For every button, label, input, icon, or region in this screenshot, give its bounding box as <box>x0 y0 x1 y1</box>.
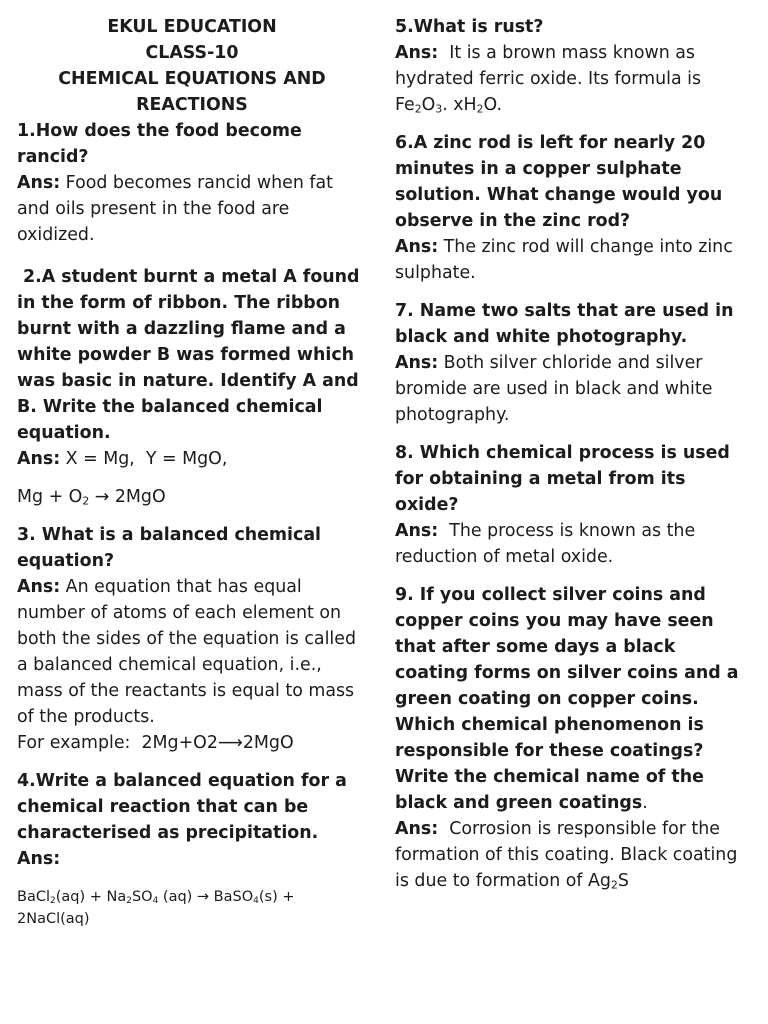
header-subject: CHEMICAL EQUATIONS AND REACTIONS <box>58 69 326 115</box>
qa-item-6 <box>395 130 745 286</box>
qa-item-9: 9. If you collect silver coins and copper coins you may have seen that after some days a black coating forms on silver coins and a green coating on copper coins. Which chemical phenomenon is responsible for these coatings? Write the chemical name of the black and green coatings. Ans: Corrosion is responsible for the formation of this coating. Black coating is due to formation of $Ag_2S$ <box>395 585 739 892</box>
equation: BaCl$_2$(aq) + $Na_2SO_4$ (aq) → BaSO$_4$(s) + 2NaCl(aq) <box>17 889 295 927</box>
question-text: 7. Name two salts that are used in black and white photography. <box>395 301 734 347</box>
answer-label: Ans: <box>395 521 439 541</box>
question-text: 9. If you collect silver coins and copper coins you may have seen that after some days a black coating forms on silver coins and a green coating on copper coins. Which chemical phenomenon is responsible for these coatings? Write the chemical name of the black and green coatings <box>395 585 739 813</box>
answer-text: Corrosion is responsible for the formation of this coating. Black coating is due to formation of Ag <box>395 819 738 891</box>
right-column <box>395 14 745 906</box>
qa-item-7 <box>395 298 745 428</box>
answer-text: Both silver chloride and silver bromide are used in black and white photography. <box>395 353 713 425</box>
answer-label: Ans: <box>395 43 439 63</box>
question-text: 2.A student burnt a metal A found in the form of ribbon. The ribbon burnt with a dazzling flame and a white powder B was formed which was basic in nature. Identify A and B. Write the balanced chemical equation. <box>17 267 360 443</box>
qa-item-2 <box>17 264 367 510</box>
answer-text: The process is known as the reduction of metal oxide. <box>395 521 696 567</box>
answer-text: Food becomes rancid when fat and oils present in the food are oxidized. <box>17 173 333 245</box>
answer-label: Ans: <box>395 237 439 257</box>
question-text: 8. Which chemical process is used for obtaining a metal from its oxide? <box>395 443 730 515</box>
answer-text: It is a brown mass known as hydrated ferric oxide. Its formula is Fe <box>395 43 702 115</box>
header-org: EKUL EDUCATION <box>107 17 277 37</box>
question-text: 1.How does the food become rancid? <box>17 121 302 167</box>
answer-label: Ans: <box>395 353 439 373</box>
question-text: 6.A zinc rod is left for nearly 20 minutes in a copper sulphate solution. What change would you observe in the zinc rod? <box>395 133 723 231</box>
answer-label: Ans: <box>17 173 61 193</box>
qa-item-1 <box>17 118 367 248</box>
answer-label: Ans: <box>17 577 61 597</box>
qa-item-5: 5.What is rust? Ans: It is a brown mass known as hydrated ferric oxide. Its formula is $Fe_2O_3$. $xH_2O$. <box>395 17 702 116</box>
answer-text: X = Mg, Y = MgO, <box>60 449 228 469</box>
question-text: 4.Write a balanced equation for a chemical reaction that can be characterised as precipitation. <box>17 771 347 843</box>
qa-item-4 <box>17 768 367 930</box>
example-text: For example: 2Mg+O2⟶2MgO <box>17 733 294 753</box>
header-class: CLASS-10 <box>145 43 239 63</box>
qa-item-3 <box>17 522 367 756</box>
answer-text: An equation that has equal number of atoms of each element on both the sides of the equation is called a balanced chemical equation, i.e., mass of the reactants is equal to mass of the products. <box>17 577 356 727</box>
answer-label: Ans: <box>395 819 439 839</box>
answer-label: Ans: <box>17 849 61 869</box>
answer-label: Ans: <box>17 449 61 469</box>
question-text: 5.What is rust? <box>395 17 544 37</box>
qa-item-8 <box>395 440 745 570</box>
left-column <box>17 14 367 942</box>
answer-text: The zinc rod will change into zinc sulphate. <box>395 237 733 283</box>
question-text: 3. What is a balanced chemical equation? <box>17 525 322 571</box>
document-header <box>17 14 367 118</box>
equation: $Mg + O_2 \to 2MgO$ <box>17 487 166 508</box>
